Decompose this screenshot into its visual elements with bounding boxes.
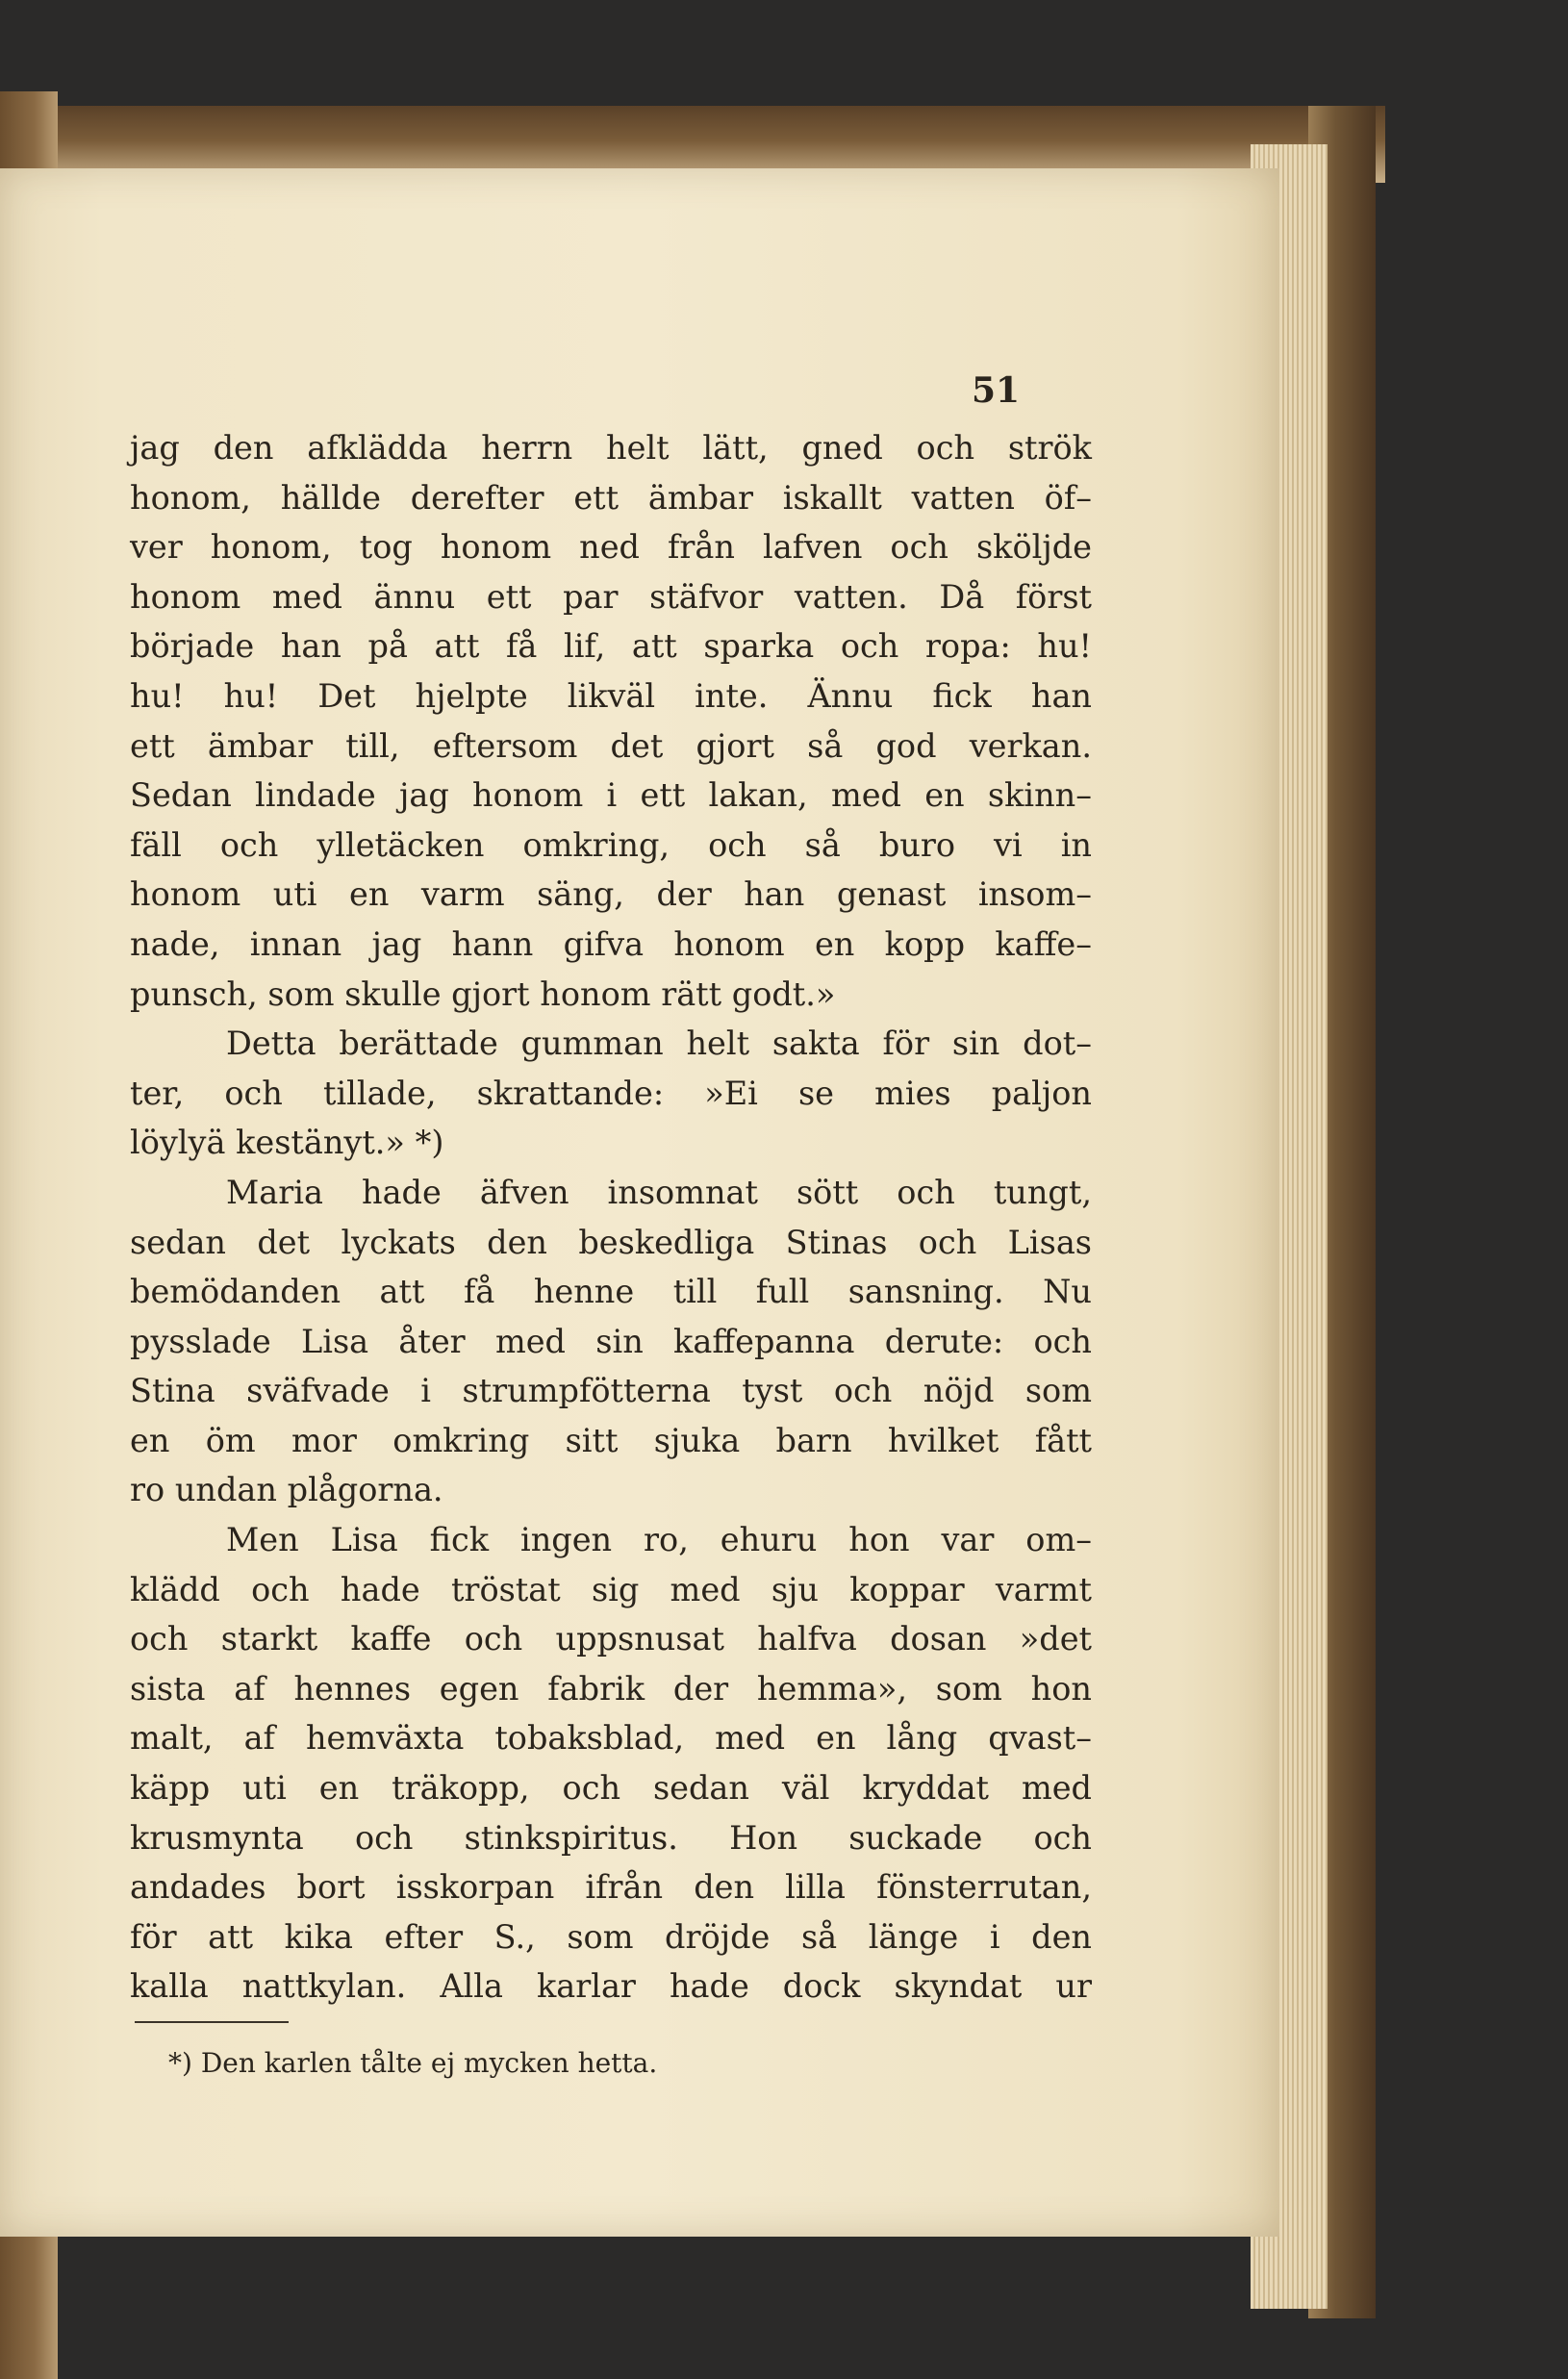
- footnote-rule: [135, 2021, 289, 2023]
- text-line: punsch, som skulle gjort honom rätt godt.»: [130, 974, 836, 1013]
- text-line: sedan det lyckats den beskedliga Stinas och Lisas: [130, 1223, 1092, 1261]
- text-line: käpp uti en träkopp, och sedan väl kryddat med: [130, 1769, 1092, 1808]
- text-line: sista af hennes egen fabrik der hemma», som hon: [130, 1669, 1092, 1708]
- text-line: började han på att få lif, att sparka och ropa: hu!: [130, 627, 1092, 666]
- text-line: ro undan plågorna.: [130, 1471, 443, 1509]
- text-line: och starkt kaffe och uppsnusat halfva dosan »det: [130, 1620, 1092, 1658]
- text-line: för att kika efter S., som dröjde så länge i den: [130, 1917, 1092, 1956]
- text-line: Stina sväfvade i strumpfötterna tyst och nöjd som: [130, 1372, 1092, 1410]
- text-line: ver honom, tog honom ned från lafven och sköljde: [130, 528, 1092, 567]
- page-number: 51: [972, 370, 1021, 411]
- text-line: hu! hu! Det hjelpte likväl inte. Ännu fick han: [130, 676, 1092, 715]
- text-line: löylyä kestänyt.» *): [130, 1124, 444, 1162]
- body-text: [130, 423, 1092, 2012]
- text-line: Men Lisa fick ingen ro, ehuru hon var om–: [226, 1521, 1092, 1559]
- text-line: klädd och hade tröstat sig med sju koppar varmt: [130, 1570, 1092, 1608]
- text-line: Sedan lindade jag honom i ett lakan, med en skinn–: [130, 776, 1092, 815]
- text-line: malt, af hemväxta tobaksblad, med en lång qvast–: [130, 1719, 1092, 1758]
- text-line: Detta berättade gumman helt sakta för sin dot–: [226, 1025, 1092, 1063]
- text-line: en öm mor omkring sitt sjuka barn hvilket fått: [130, 1421, 1092, 1459]
- text-line: honom med ännu ett par stäfvor vatten. Då först: [130, 577, 1092, 616]
- text-line: kalla nattkylan. Alla karlar hade dock skyndat ur: [130, 1967, 1092, 2006]
- footnote: *) Den karlen tålte ej mycken hetta.: [168, 2047, 658, 2079]
- text-line: andades bort isskorpan ifrån den lilla fönsterrutan,: [130, 1868, 1092, 1907]
- text-line: ett ämbar till, eftersom det gjort så god verkan.: [130, 726, 1092, 765]
- text-line: fäll och ylletäcken omkring, och så buro vi in: [130, 825, 1092, 864]
- text-line: jag den afklädda herrn helt lätt, gned och strök: [130, 429, 1092, 467]
- text-line: ter, och tillade, skrattande: »Ei se mies paljon: [130, 1074, 1092, 1112]
- text-line: Maria hade äfven insomnat sött och tungt,: [226, 1173, 1092, 1211]
- text-line: honom, hällde derefter ett ämbar iskallt vatten öf–: [130, 478, 1092, 517]
- text-line: krusmynta och stinkspiritus. Hon suckade och: [130, 1818, 1092, 1857]
- text-line: nade, innan jag hann gifva honom en kopp kaffe–: [130, 924, 1092, 963]
- text-line: pysslade Lisa åter med sin kaffepanna derute: och: [130, 1322, 1092, 1360]
- text-line: bemödanden att få henne till full sansning. Nu: [130, 1273, 1092, 1311]
- text-line: honom uti en varm säng, der han genast insom–: [130, 875, 1092, 914]
